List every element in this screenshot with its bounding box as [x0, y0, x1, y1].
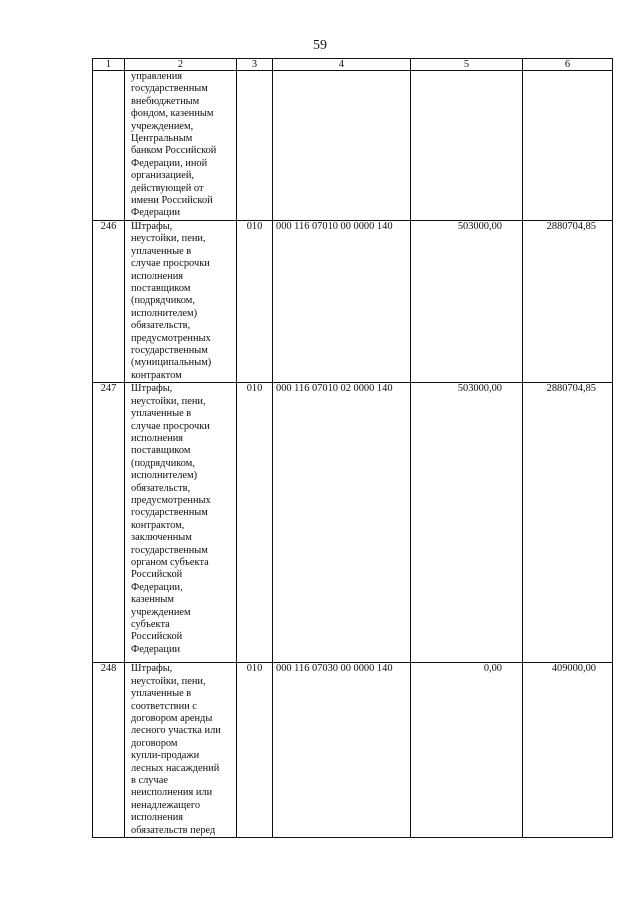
description-line: контрактом,: [131, 519, 185, 531]
description-line: предусмотренных: [131, 494, 211, 506]
description-line: государственным: [131, 345, 208, 357]
admin-code-cell: 010: [237, 383, 273, 663]
description-line: Штрафы,: [131, 663, 173, 675]
total-amount-cell: 2880704,85: [523, 221, 613, 383]
description-line: обязательств,: [131, 482, 191, 494]
budget-table: [92, 58, 613, 838]
description-line: поставщиком: [131, 445, 191, 457]
description-line: лесного участка или: [131, 725, 221, 737]
column-header: 4: [273, 59, 411, 71]
description-line: предусмотренных: [131, 332, 211, 344]
row-number-cell: [93, 71, 125, 221]
table-row: [93, 71, 613, 221]
description-line: случае просрочки: [131, 258, 210, 270]
description-line: заключенным: [131, 532, 192, 544]
description-line: исполнителем): [131, 307, 198, 319]
description-line: неустойки, пени,: [131, 233, 206, 245]
description-line: Федерации: [131, 207, 181, 219]
description-line: (подрядчиком,: [131, 295, 195, 307]
total-amount-cell: 2880704,85: [523, 383, 613, 663]
column-header: 3: [237, 59, 273, 71]
description-line: договором аренды: [131, 712, 213, 724]
row-number-cell: 248: [93, 663, 125, 838]
description-cell: [125, 221, 237, 383]
admin-code-cell: 010: [237, 221, 273, 383]
admin-code-cell: 010: [237, 663, 273, 838]
description-line: в случае: [131, 774, 168, 786]
admin-code-cell: [237, 71, 273, 221]
description-line: уплаченные в: [131, 688, 192, 700]
description-line: государственным: [131, 544, 208, 556]
column-header: 1: [93, 59, 125, 71]
budget-code-cell: 000 116 07010 02 0000 140: [273, 383, 411, 663]
description-line: Центральным: [131, 133, 193, 145]
description-line: управления: [131, 71, 183, 82]
description-line: уплаченные в: [131, 245, 192, 257]
budget-code-cell: 000 116 07010 00 0000 140: [273, 221, 411, 383]
row-number-cell: 246: [93, 221, 125, 383]
description-line: исполнения: [131, 432, 184, 444]
description-line: уплаченные в: [131, 408, 192, 420]
total-amount-cell: [523, 71, 613, 221]
description-line: Федерации,: [131, 581, 183, 593]
description-line: органом субъекта: [131, 556, 209, 568]
description-line: неисполнения или: [131, 787, 213, 799]
plan-amount-cell: 503000,00: [411, 383, 523, 663]
description-cell: [125, 383, 237, 663]
description-line: случае просрочки: [131, 420, 210, 432]
description-line: Российской: [131, 569, 183, 581]
description-line: фондом, казенным: [131, 108, 214, 120]
header-row: [93, 59, 613, 71]
description-line: организацией,: [131, 170, 194, 182]
description-line: учреждением: [131, 606, 191, 618]
description-line: государственным: [131, 83, 208, 95]
description-line: неустойки, пени,: [131, 395, 206, 407]
table-row: [93, 383, 613, 663]
description-cell: [125, 663, 237, 838]
description-line: ненадлежащего: [131, 799, 201, 811]
description-line: обязательств,: [131, 320, 191, 332]
budget-code-cell: 000 116 07030 00 0000 140: [273, 663, 411, 838]
column-header: 6: [523, 59, 613, 71]
plan-amount-cell: 0,00: [411, 663, 523, 838]
description-line: исполнения: [131, 812, 184, 824]
description-line: исполнителем): [131, 470, 198, 482]
description-line: внебюджетным: [131, 95, 200, 107]
description-line: (подрядчиком,: [131, 457, 195, 469]
description-line: государственным: [131, 507, 208, 519]
row-number-cell: 247: [93, 383, 125, 663]
description-line: Штрафы,: [131, 221, 173, 232]
plan-amount-cell: 503000,00: [411, 221, 523, 383]
total-amount-cell: 409000,00: [523, 663, 613, 838]
description-line: банком Российской: [131, 145, 217, 157]
budget-code-cell: [273, 71, 411, 221]
description-line: имени Российской: [131, 195, 213, 207]
description-cell: [125, 71, 237, 221]
description-line: действующей от: [131, 182, 204, 194]
column-header: 2: [125, 59, 237, 71]
description-line: контрактом: [131, 369, 182, 381]
column-header: 5: [411, 59, 523, 71]
description-line: субъекта: [131, 619, 170, 630]
description-line: Штрафы,: [131, 383, 173, 395]
description-line: договором: [131, 737, 178, 749]
page-number: 59: [313, 38, 327, 53]
table-row: [93, 663, 613, 838]
description-line: соответствии с: [131, 700, 197, 712]
description-line: Российской: [131, 631, 183, 643]
description-line: неустойки, пени,: [131, 675, 206, 687]
description-line: Федерации, иной: [131, 157, 208, 169]
table-row: [93, 221, 613, 383]
description-line: исполнения: [131, 270, 184, 282]
plan-amount-cell: [411, 71, 523, 221]
description-line: (муниципальным): [131, 357, 212, 369]
description-line: лесных насаждений: [131, 762, 220, 774]
description-line: купли-продажи: [131, 750, 200, 762]
table-body: [93, 71, 613, 838]
description-line: поставщиком: [131, 283, 191, 295]
description-line: учреждением,: [131, 120, 194, 132]
description-line: Федерации: [131, 643, 181, 655]
description-line: обязательств перед: [131, 824, 216, 836]
description-line: казенным: [131, 594, 174, 606]
